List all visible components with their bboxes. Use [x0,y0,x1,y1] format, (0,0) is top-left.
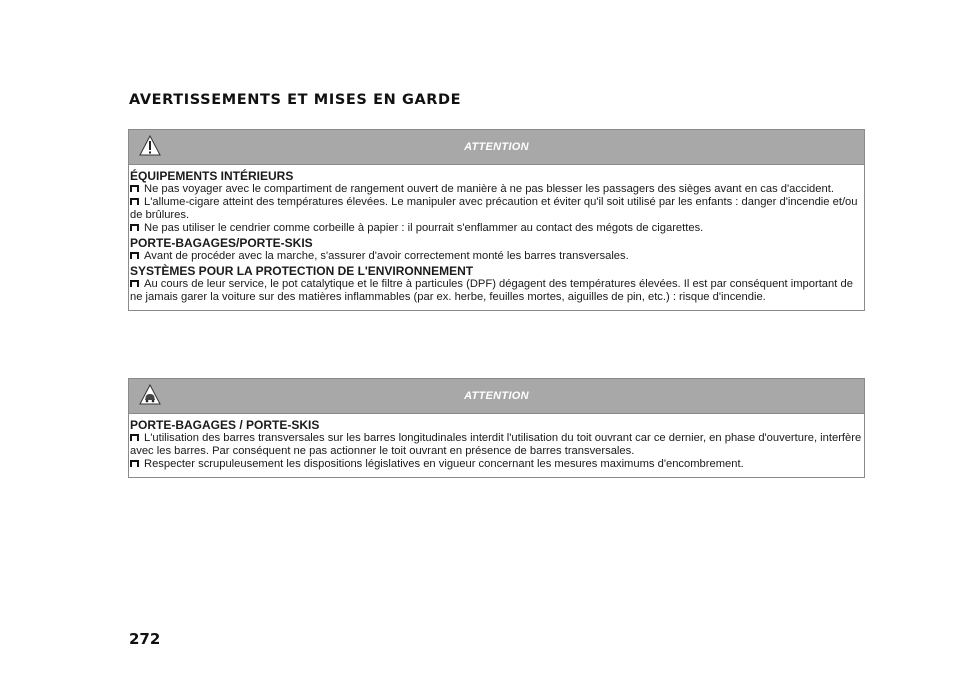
warning-box-body [129,165,864,310]
warning-box-header [129,379,864,414]
bullet-icon [130,280,139,287]
bullet-icon [130,198,139,205]
bullet-icon [130,224,139,231]
list-item: Respecter scrupuleusement les dispositions législatives en vigueur concernant les mesures maximums d'encombrement. [130,458,863,471]
page-number: 272 [129,630,161,648]
list-item: L'allume-cigare atteint des températures élevées. Le manipuler avec précaution et éviter qu'il soit utilisé par les enfants : danger d'incendie et/ou de brûlures. [130,196,858,221]
list-item: Ne pas utiliser le cendrier comme corbeille à papier : il pourrait s'enflammer au contact des mégots de cigarettes. [130,222,863,235]
warning-box-interior [128,129,865,311]
section-title-roof-rack: PORTE-BAGAGES / PORTE-SKIS [130,418,320,432]
warning-header-label: ATTENTION [464,390,529,402]
warning-header-label: ATTENTION [464,141,529,153]
list-item: Ne pas voyager avec le compartiment de rangement ouvert de manière à ne pas blesser les passagers des sièges avant en cas d'accident. [130,183,863,196]
page-title: AVERTISSEMENTS ET MISES EN GARDE [129,92,462,108]
warning-box-body [129,414,864,477]
section-title-roof-rack: PORTE-BAGAGES/PORTE-SKIS [130,236,313,250]
list-item: L'utilisation des barres transversales sur les barres longitudinales interdit l'utilisation du toit ouvrant car ce dernier, en phase d'ouverture, interfère avec les barres. Par conséquent ne pas actionner le toit ouvrant en présence de barres transversales. [130,432,862,457]
bullet-icon [130,434,139,441]
section-title-interior: ÉQUIPEMENTS INTÉRIEURS [130,169,294,183]
bullet-icon [130,185,139,192]
section-title-environment: SYSTÈMES POUR LA PROTECTION DE L'ENVIRONNEMENT [130,264,474,278]
warning-box-roof [128,378,865,478]
list-item: Au cours de leur service, le pot catalytique et le filtre à particules (DPF) dégagent des températures élevées. Il est par conséquent important de ne jamais garer la voiture sur des matières inflammables (par ex. herbe, feuilles mortes, aiguilles de pin, etc.) : risque d'incendie. [130,278,853,303]
bullet-icon [130,252,139,259]
bullet-icon [130,460,139,467]
list-item: Avant de procéder avec la marche, s'assurer d'avoir correctement monté les barres transversales. [130,250,863,263]
warning-box-header [129,130,864,165]
